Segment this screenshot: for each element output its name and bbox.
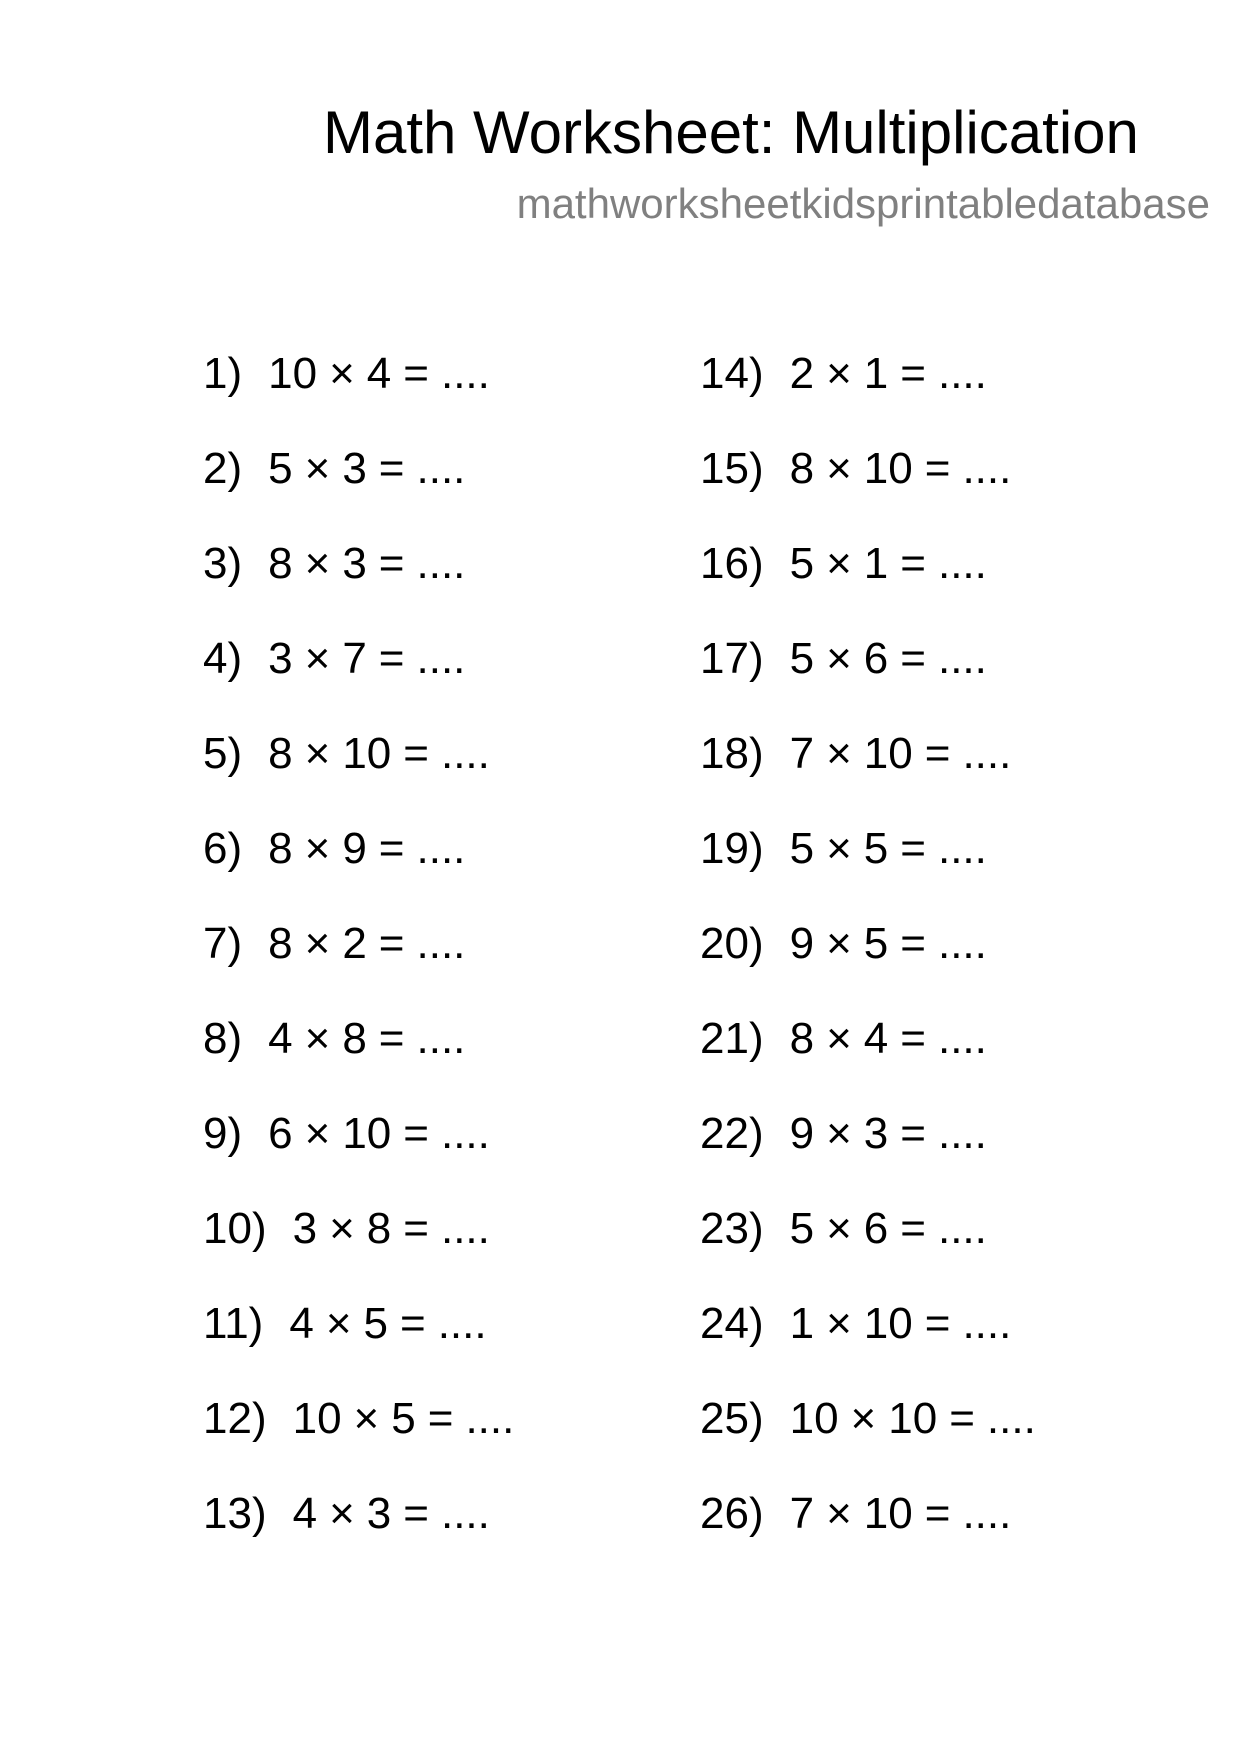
equals-sign: =: [900, 824, 926, 873]
problem-number: 26): [700, 1489, 764, 1538]
equals-sign: =: [403, 349, 429, 398]
equals-sign: =: [900, 1014, 926, 1063]
times-sign: ×: [329, 1204, 355, 1253]
problem-row: [203, 1013, 514, 1108]
problem-number: 23): [700, 1204, 764, 1253]
problem-number: 17): [700, 634, 764, 683]
equals-sign: =: [403, 729, 429, 778]
problem-row: [700, 1393, 1036, 1488]
equals-sign: =: [378, 634, 405, 683]
problem-number: 10): [203, 1204, 267, 1253]
problem-row: [203, 918, 514, 1013]
factor-b: 5: [391, 1394, 416, 1443]
answer-blank[interactable]: ....: [962, 444, 1012, 493]
times-sign: ×: [329, 349, 355, 398]
factor-a: 10: [789, 1394, 839, 1443]
factor-a: 8: [268, 824, 293, 873]
factor-b: 1: [863, 539, 889, 588]
problem-number: 21): [700, 1014, 764, 1063]
problem-row: [700, 1203, 1036, 1298]
factor-b: 8: [366, 1204, 392, 1253]
equals-sign: =: [403, 1204, 429, 1253]
problem-number: 1): [203, 349, 243, 398]
factor-b: 4: [366, 349, 392, 398]
answer-blank[interactable]: ....: [440, 1489, 490, 1538]
problem-number: 7): [203, 919, 243, 968]
equals-sign: =: [900, 1109, 926, 1158]
equals-sign: =: [900, 349, 926, 398]
factor-a: 5: [789, 1204, 815, 1253]
equals-sign: =: [378, 539, 405, 588]
factor-b: 10: [342, 1109, 392, 1158]
times-sign: ×: [826, 1204, 852, 1253]
equals-sign: =: [949, 1394, 975, 1443]
problem-number: 4): [203, 634, 243, 683]
problem-column-left: [203, 348, 514, 1583]
problem-number: 24): [700, 1299, 764, 1348]
factor-b: 4: [863, 1014, 889, 1063]
problem-row: [700, 1108, 1036, 1203]
problem-number: 11): [203, 1299, 264, 1348]
factor-b: 3: [366, 1489, 392, 1538]
problem-number: 22): [700, 1109, 764, 1158]
factor-a: 7: [789, 1489, 815, 1538]
answer-blank[interactable]: ....: [440, 729, 490, 778]
problem-number: 14): [700, 349, 764, 398]
factor-b: 10: [863, 444, 913, 493]
answer-blank[interactable]: ....: [416, 919, 466, 968]
factor-a: 8: [268, 919, 293, 968]
times-sign: ×: [826, 444, 852, 493]
problem-row: [203, 1393, 514, 1488]
times-sign: ×: [826, 1014, 852, 1063]
factor-a: 8: [789, 444, 815, 493]
answer-blank[interactable]: ....: [416, 539, 466, 588]
equals-sign: =: [900, 1204, 926, 1253]
factor-a: 5: [789, 634, 815, 683]
problem-row: [203, 728, 514, 823]
times-sign: ×: [826, 1489, 852, 1538]
answer-blank[interactable]: ....: [937, 1204, 987, 1253]
times-sign: ×: [826, 1109, 852, 1158]
factor-a: 4: [289, 1299, 314, 1348]
problem-row: [203, 348, 514, 443]
problem-number: 3): [203, 539, 243, 588]
times-sign: ×: [826, 919, 852, 968]
answer-blank[interactable]: ....: [416, 824, 466, 873]
times-sign: ×: [304, 539, 331, 588]
times-sign: ×: [826, 824, 852, 873]
factor-a: 1: [789, 1299, 815, 1348]
problem-column-right: [700, 348, 1036, 1583]
factor-a: 5: [789, 539, 815, 588]
times-sign: ×: [826, 1299, 852, 1348]
factor-b: 5: [363, 1299, 388, 1348]
equals-sign: =: [378, 824, 405, 873]
answer-blank[interactable]: ....: [440, 1109, 490, 1158]
factor-a: 5: [268, 444, 293, 493]
problem-number: 13): [203, 1489, 267, 1538]
equals-sign: =: [378, 444, 405, 493]
factor-a: 6: [268, 1109, 293, 1158]
factor-a: 3: [292, 1204, 318, 1253]
problem-row: [700, 633, 1036, 728]
factor-a: 10: [268, 349, 318, 398]
problem-row: [700, 823, 1036, 918]
answer-blank[interactable]: ....: [440, 1204, 490, 1253]
answer-blank[interactable]: ....: [937, 919, 987, 968]
problem-row: [700, 918, 1036, 1013]
answer-blank[interactable]: ....: [986, 1394, 1036, 1443]
equals-sign: =: [427, 1394, 454, 1443]
equals-sign: =: [403, 1109, 429, 1158]
factor-b: 10: [863, 1299, 913, 1348]
factor-b: 3: [863, 1109, 889, 1158]
answer-blank[interactable]: ....: [937, 1109, 987, 1158]
times-sign: ×: [304, 1109, 331, 1158]
problem-number: 12): [203, 1394, 267, 1443]
times-sign: ×: [826, 729, 852, 778]
problem-number: 2): [203, 444, 243, 493]
factor-b: 7: [342, 634, 367, 683]
answer-blank[interactable]: ....: [440, 349, 490, 398]
factor-a: 9: [789, 1109, 815, 1158]
times-sign: ×: [304, 729, 331, 778]
problem-number: 5): [203, 729, 243, 778]
problem-row: [203, 538, 514, 633]
factor-a: 4: [292, 1489, 318, 1538]
problem-number: 9): [203, 1109, 243, 1158]
factor-a: 8: [268, 729, 293, 778]
problem-row: [203, 633, 514, 728]
equals-sign: =: [900, 539, 926, 588]
equals-sign: =: [900, 919, 926, 968]
factor-a: 8: [789, 1014, 815, 1063]
factor-b: 6: [863, 634, 889, 683]
factor-b: 3: [342, 444, 367, 493]
times-sign: ×: [304, 444, 331, 493]
problem-number: 18): [700, 729, 764, 778]
times-sign: ×: [353, 1394, 380, 1443]
problem-number: 8): [203, 1014, 243, 1063]
factor-b: 10: [863, 1489, 913, 1538]
worksheet-title: Math Worksheet: Multiplication: [323, 99, 1139, 166]
problem-number: 25): [700, 1394, 764, 1443]
times-sign: ×: [304, 1014, 331, 1063]
problem-row: [700, 538, 1036, 633]
problem-number: 19): [700, 824, 764, 873]
answer-blank[interactable]: ....: [937, 824, 987, 873]
equals-sign: =: [924, 444, 951, 493]
factor-a: 2: [789, 349, 815, 398]
times-sign: ×: [304, 824, 331, 873]
factor-a: 10: [292, 1394, 342, 1443]
factor-b: 5: [863, 919, 889, 968]
problem-row: [700, 1013, 1036, 1108]
answer-blank[interactable]: ....: [962, 729, 1012, 778]
answer-blank[interactable]: ....: [416, 1014, 466, 1063]
answer-blank[interactable]: ....: [962, 1299, 1012, 1348]
problem-row: [203, 1108, 514, 1203]
equals-sign: =: [900, 634, 926, 683]
problem-row: [700, 728, 1036, 823]
problem-number: 15): [700, 444, 764, 493]
factor-a: 9: [789, 919, 815, 968]
worksheet-subtitle: mathworksheetkidsprintabledatabase: [516, 180, 1210, 227]
factor-b: 10: [888, 1394, 938, 1443]
problem-number: 6): [203, 824, 243, 873]
factor-b: 10: [342, 729, 392, 778]
equals-sign: =: [924, 1489, 951, 1538]
problem-row: [203, 1488, 514, 1583]
answer-blank[interactable]: ....: [937, 539, 987, 588]
factor-a: 7: [789, 729, 815, 778]
equals-sign: =: [403, 1489, 429, 1538]
problem-row: [700, 348, 1036, 443]
answer-blank[interactable]: ....: [437, 1299, 487, 1348]
answer-blank[interactable]: ....: [416, 444, 466, 493]
factor-b: 8: [342, 1014, 367, 1063]
equals-sign: =: [924, 729, 951, 778]
problem-row: [203, 1298, 514, 1393]
factor-a: 5: [789, 824, 815, 873]
factor-a: 3: [268, 634, 293, 683]
problem-number: 16): [700, 539, 764, 588]
factor-b: 10: [863, 729, 913, 778]
problem-row: [700, 1298, 1036, 1393]
answer-blank[interactable]: ....: [937, 349, 987, 398]
times-sign: ×: [304, 634, 331, 683]
times-sign: ×: [325, 1299, 352, 1348]
problem-row: [203, 443, 514, 538]
factor-b: 9: [342, 824, 367, 873]
answer-blank[interactable]: ....: [937, 1014, 987, 1063]
answer-blank[interactable]: ....: [937, 634, 987, 683]
equals-sign: =: [378, 919, 405, 968]
factor-b: 5: [863, 824, 889, 873]
times-sign: ×: [826, 634, 852, 683]
times-sign: ×: [826, 539, 852, 588]
answer-blank[interactable]: ....: [416, 634, 466, 683]
equals-sign: =: [400, 1299, 426, 1348]
factor-b: 6: [863, 1204, 889, 1253]
answer-blank[interactable]: ....: [465, 1394, 515, 1443]
problem-row: [203, 823, 514, 918]
problem-row: [203, 1203, 514, 1298]
times-sign: ×: [826, 349, 852, 398]
times-sign: ×: [850, 1394, 877, 1443]
equals-sign: =: [924, 1299, 951, 1348]
factor-b: 2: [342, 919, 367, 968]
times-sign: ×: [304, 919, 331, 968]
answer-blank[interactable]: ....: [962, 1489, 1012, 1538]
problem-number: 20): [700, 919, 764, 968]
problem-row: [700, 443, 1036, 538]
factor-b: 3: [342, 539, 367, 588]
factor-b: 1: [863, 349, 889, 398]
equals-sign: =: [378, 1014, 405, 1063]
factor-a: 8: [268, 539, 293, 588]
problem-row: [700, 1488, 1036, 1583]
factor-a: 4: [268, 1014, 293, 1063]
times-sign: ×: [329, 1489, 355, 1538]
